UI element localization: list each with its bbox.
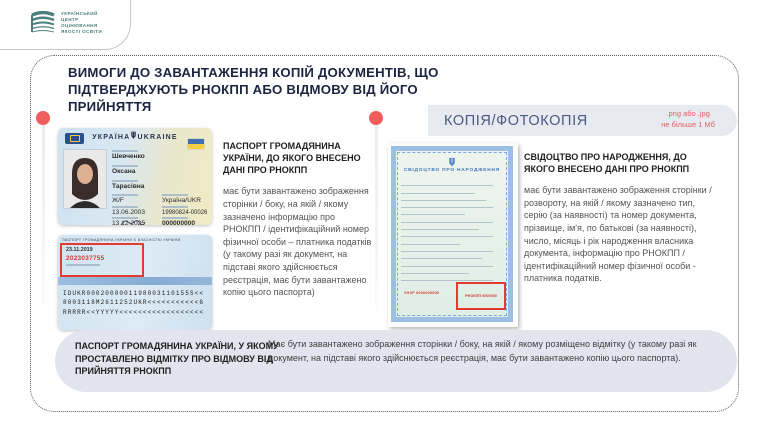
passport-section-bullet [36,111,50,125]
copy-type-banner [428,105,737,136]
passport-sex: Ж/F [112,194,138,205]
passport-photo [63,149,107,209]
passport-record-date: 23.11.2019 [66,247,93,253]
certificate-title: СВІДОЦТВО ПРО НАРОДЖЕННЯ [403,168,501,173]
book-logo-icon [30,11,56,35]
passport-birth-date: 13.06.2003 [112,206,145,217]
certificate-rnokpp-highlight-box [456,282,506,310]
certificate-rnokpp-label: РНОКПП 0000000 [465,294,497,298]
rnokpp-highlight-box [60,243,144,277]
passport-signature [120,214,146,225]
passport-record-no: 19980824-00026 [162,206,207,216]
passport-surname: Шевченко [112,150,145,161]
certificate-section-text [524,151,720,285]
file-requirements: .png або .jpg не більше 1 Мб [661,109,715,129]
birth-certificate-image [388,143,518,327]
passport-rnokpp-number: 2023037755 [66,255,105,262]
org-logo [30,11,102,35]
refusal-section-heading: ПАСПОРТ ГРОМАДЯНИНА УКРАЇНИ, У ЯКОМУ ПРОСТАВЛЕНО ВІДМІТКУ ПРО ВІДМОВУ ВІД ПРИЙНЯТТЯ РНОКПП [75,341,279,377]
certificate-section-bullet [369,111,383,125]
passport-expiry-date: 13 12 2025 [112,217,145,225]
guilloche-band [58,277,212,285]
copy-type-label: КОПІЯ/ФОТОКОПІЯ [444,112,588,129]
passport-section-heading: ПАСПОРТ ГРОМАДЯНИНА УКРАЇНИ, ДО ЯКОГО ВНЕСЕНО ДАНІ ПРО РНОКПП [223,141,361,176]
ukraine-flag-icon [188,139,204,149]
passport-patronymic: Тарасівна [112,180,144,191]
passport-country-header: УКРАЇНА UKRAINE [58,131,212,141]
refusal-section-body: Має бути завантажено зображення сторінки / боку, на якій / якому розміщено відмітку (у такому разі як документ, на підставі якого здійснюється реєстрація, має бути завантажено копію цього паспорта). [268,339,697,363]
certificate-form-lines [401,179,493,281]
passport-section-line [42,125,45,305]
passport-section-body: має бути завантажено зображення сторінки / боку, на якій / якому зазначено інформацію про РНОКПП / ідентифікаційний номер фізичної особи – платника податків (у такому разі як документ, на підставі якого здійснюється реєстрація, має бути завантажено копію цього паспорта) [223,186,372,298]
page-title: ВИМОГИ ДО ЗАВАНТАЖЕННЯ КОПІЙ ДОКУМЕНТІВ, ЩО ПІДТВЕРДЖУЮТЬ РНОКПП АБО ВІДМОВУ ВІД ЙОГО ПРИЙНЯТТЯ [68,65,439,115]
machine-readable-zone: IDUKR0002000001198003110155S<< 8003118M2611252UKR<<<<<<<<<<<6 RRRRR<<YYYYY<<<<<<<<<<<<<<<<<< [63,290,205,316]
passport-ownership-line: ПАСПОРТ ГРОМАДЯНИНА УКРАЇНИ Є ВЛАСНІСТЮ УКРАЇНИ [62,238,181,242]
passport-document-no: 000000000 [162,217,195,225]
certificate-unzr-label: УНЗР 0000000000 [404,291,440,295]
passport-back-image [58,235,212,330]
passport-given-name: Оксана [112,165,138,176]
certificate-section-body: має бути завантажено зображення сторінки / розвороту, на якій / якому зазначено тип, серію (за наявності) та номер документа, прізвище, ім'я, по батькові (за наявності), число, місяць і рік народження власника документа, інформацію про РНОКПП / ідентифікаційний номер фізичної особи - платника податків. [524,185,712,284]
org-name: УКРАЇНСЬКИЙ ЦЕНТР ОЦІНЮВАННЯ ЯКОСТІ ОСВІТИ [61,11,103,34]
passport-front-image [58,128,212,225]
certificate-section-heading: СВІДОЦТВО ПРО НАРОДЖЕННЯ, ДО ЯКОГО ВНЕСЕНО ДАНІ ПРО РНОКПП [524,152,690,175]
passport-section-text [223,140,375,299]
certificate-section-line [375,125,378,310]
passport-nationality: Україна/UKR [162,194,201,205]
